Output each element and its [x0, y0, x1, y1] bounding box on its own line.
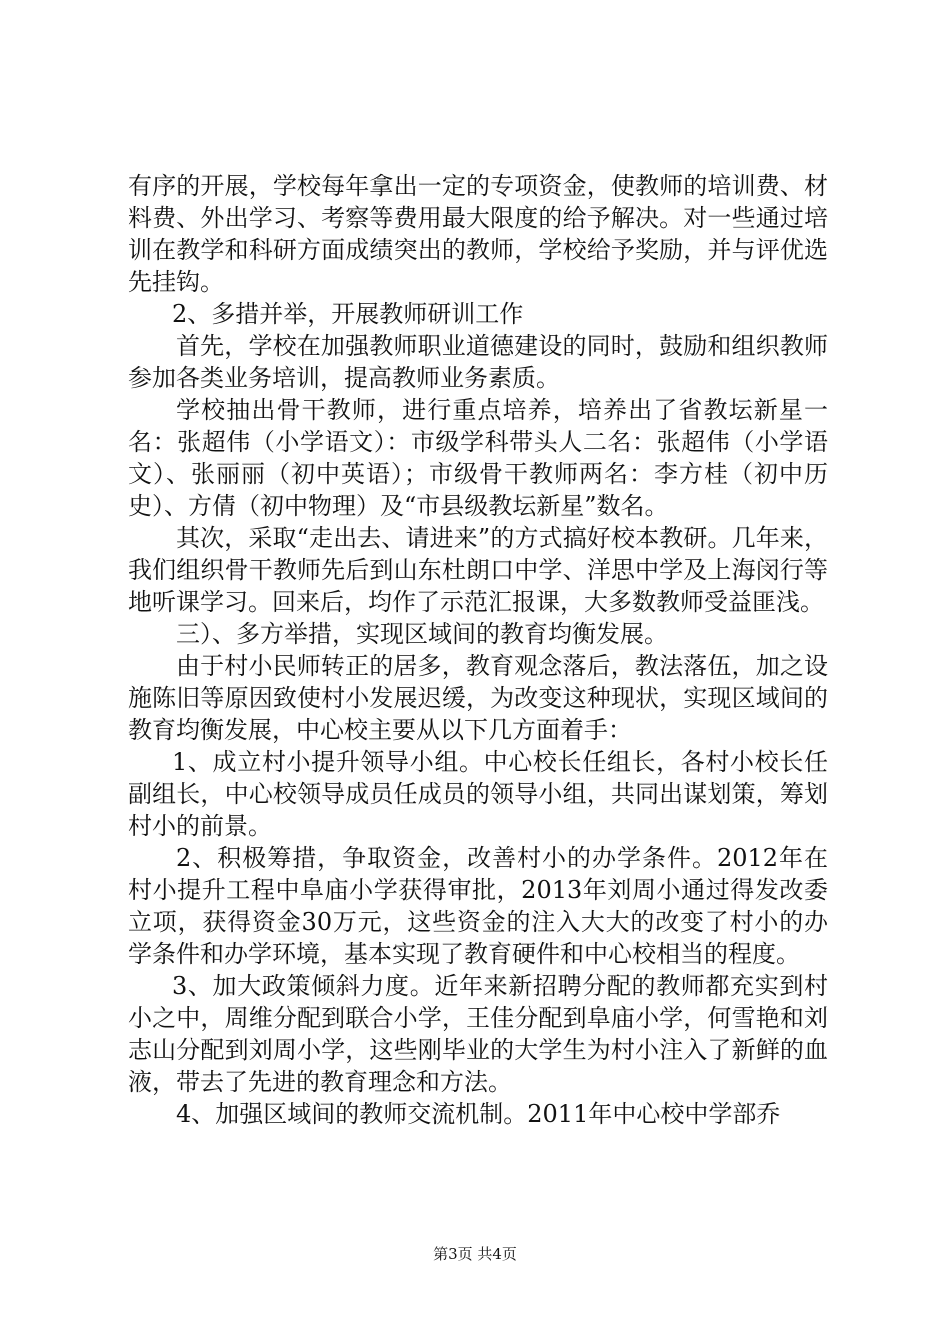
document-body: [128, 170, 828, 1130]
paragraph-funding: 2、积极筹措，争取资金，改善村小的办学条件。2012年在村小提升工程中阜庙小学获得审批，2013年刘周小通过得发改委立项，获得资金30万元，这些资金的注入大大的改变了村小的办学条件和办学环境，基本实现了教育硬件和中心校相当的程度。: [128, 844, 828, 968]
paragraph-heading-balanced-development: 三）、多方举措，实现区域间的教育均衡发展。: [176, 620, 668, 648]
paragraph-key-teachers: 学校抽出骨干教师，进行重点培养，培养出了省教坛新星一名：张超伟（小学语文）：市级学科带头人二名：张超伟（小学语文）、张丽丽（初中英语）；市级骨干教师两名：李方桂（初中历史）、方倩（初中物理）及“市县级教坛新星”数名。: [128, 396, 828, 520]
paragraph-first-measure: 首先，学校在加强教师职业道德建设的同时，鼓励和组织教师参加各类业务培训，提高教师业务素质。: [128, 332, 828, 392]
paragraph-training-funds: 有序的开展，学校每年拿出一定的专项资金，使教师的培训费、材料费、外出学习、考察等费用最大限度的给予解决。对一些通过培训在教学和科研方面成绩突出的教师，学校给予奖励，并与评优选先挂钩。: [128, 172, 828, 296]
paragraph-leadership-group: 1、成立村小提升领导小组。中心校长任组长，各村小校长任副组长，中心校领导成员任成员的领导小组，共同出谋划策，筹划村小的前景。: [128, 748, 828, 840]
paragraph-village-school-background: 由于村小民师转正的居多，教育观念落后，教法落伍，加之设施陈旧等原因致使村小发展迟缓，为改变这种现状，实现区域间的教育均衡发展，中心校主要从以下几方面着手：: [128, 652, 828, 744]
paragraph-teacher-exchange: 4、加强区域间的教师交流机制。2011年中心校中学部乔: [176, 1100, 781, 1128]
page-number-footer: 第3页 共4页: [433, 1245, 517, 1263]
paragraph-heading-teacher-training: 2、多措并举，开展教师研训工作: [172, 300, 524, 328]
paragraph-second-measure: 其次，采取“走出去、请进来”的方式搞好校本教研。几年来，我们组织骨干教师先后到山东杜朗口中学、洋思中学及上海闵行等地听课学习。回来后，均作了示范汇报课，大多数教师受益匪浅。: [128, 524, 828, 616]
paragraph-policy-support: 3、加大政策倾斜力度。近年来新招聘分配的教师都充实到村小之中，周维分配到联合小学，王佳分配到阜庙小学，何雪艳和刘志山分配到刘周小学，这些刚毕业的大学生为村小注入了新鲜的血液，带去了先进的教育理念和方法。: [128, 972, 828, 1096]
